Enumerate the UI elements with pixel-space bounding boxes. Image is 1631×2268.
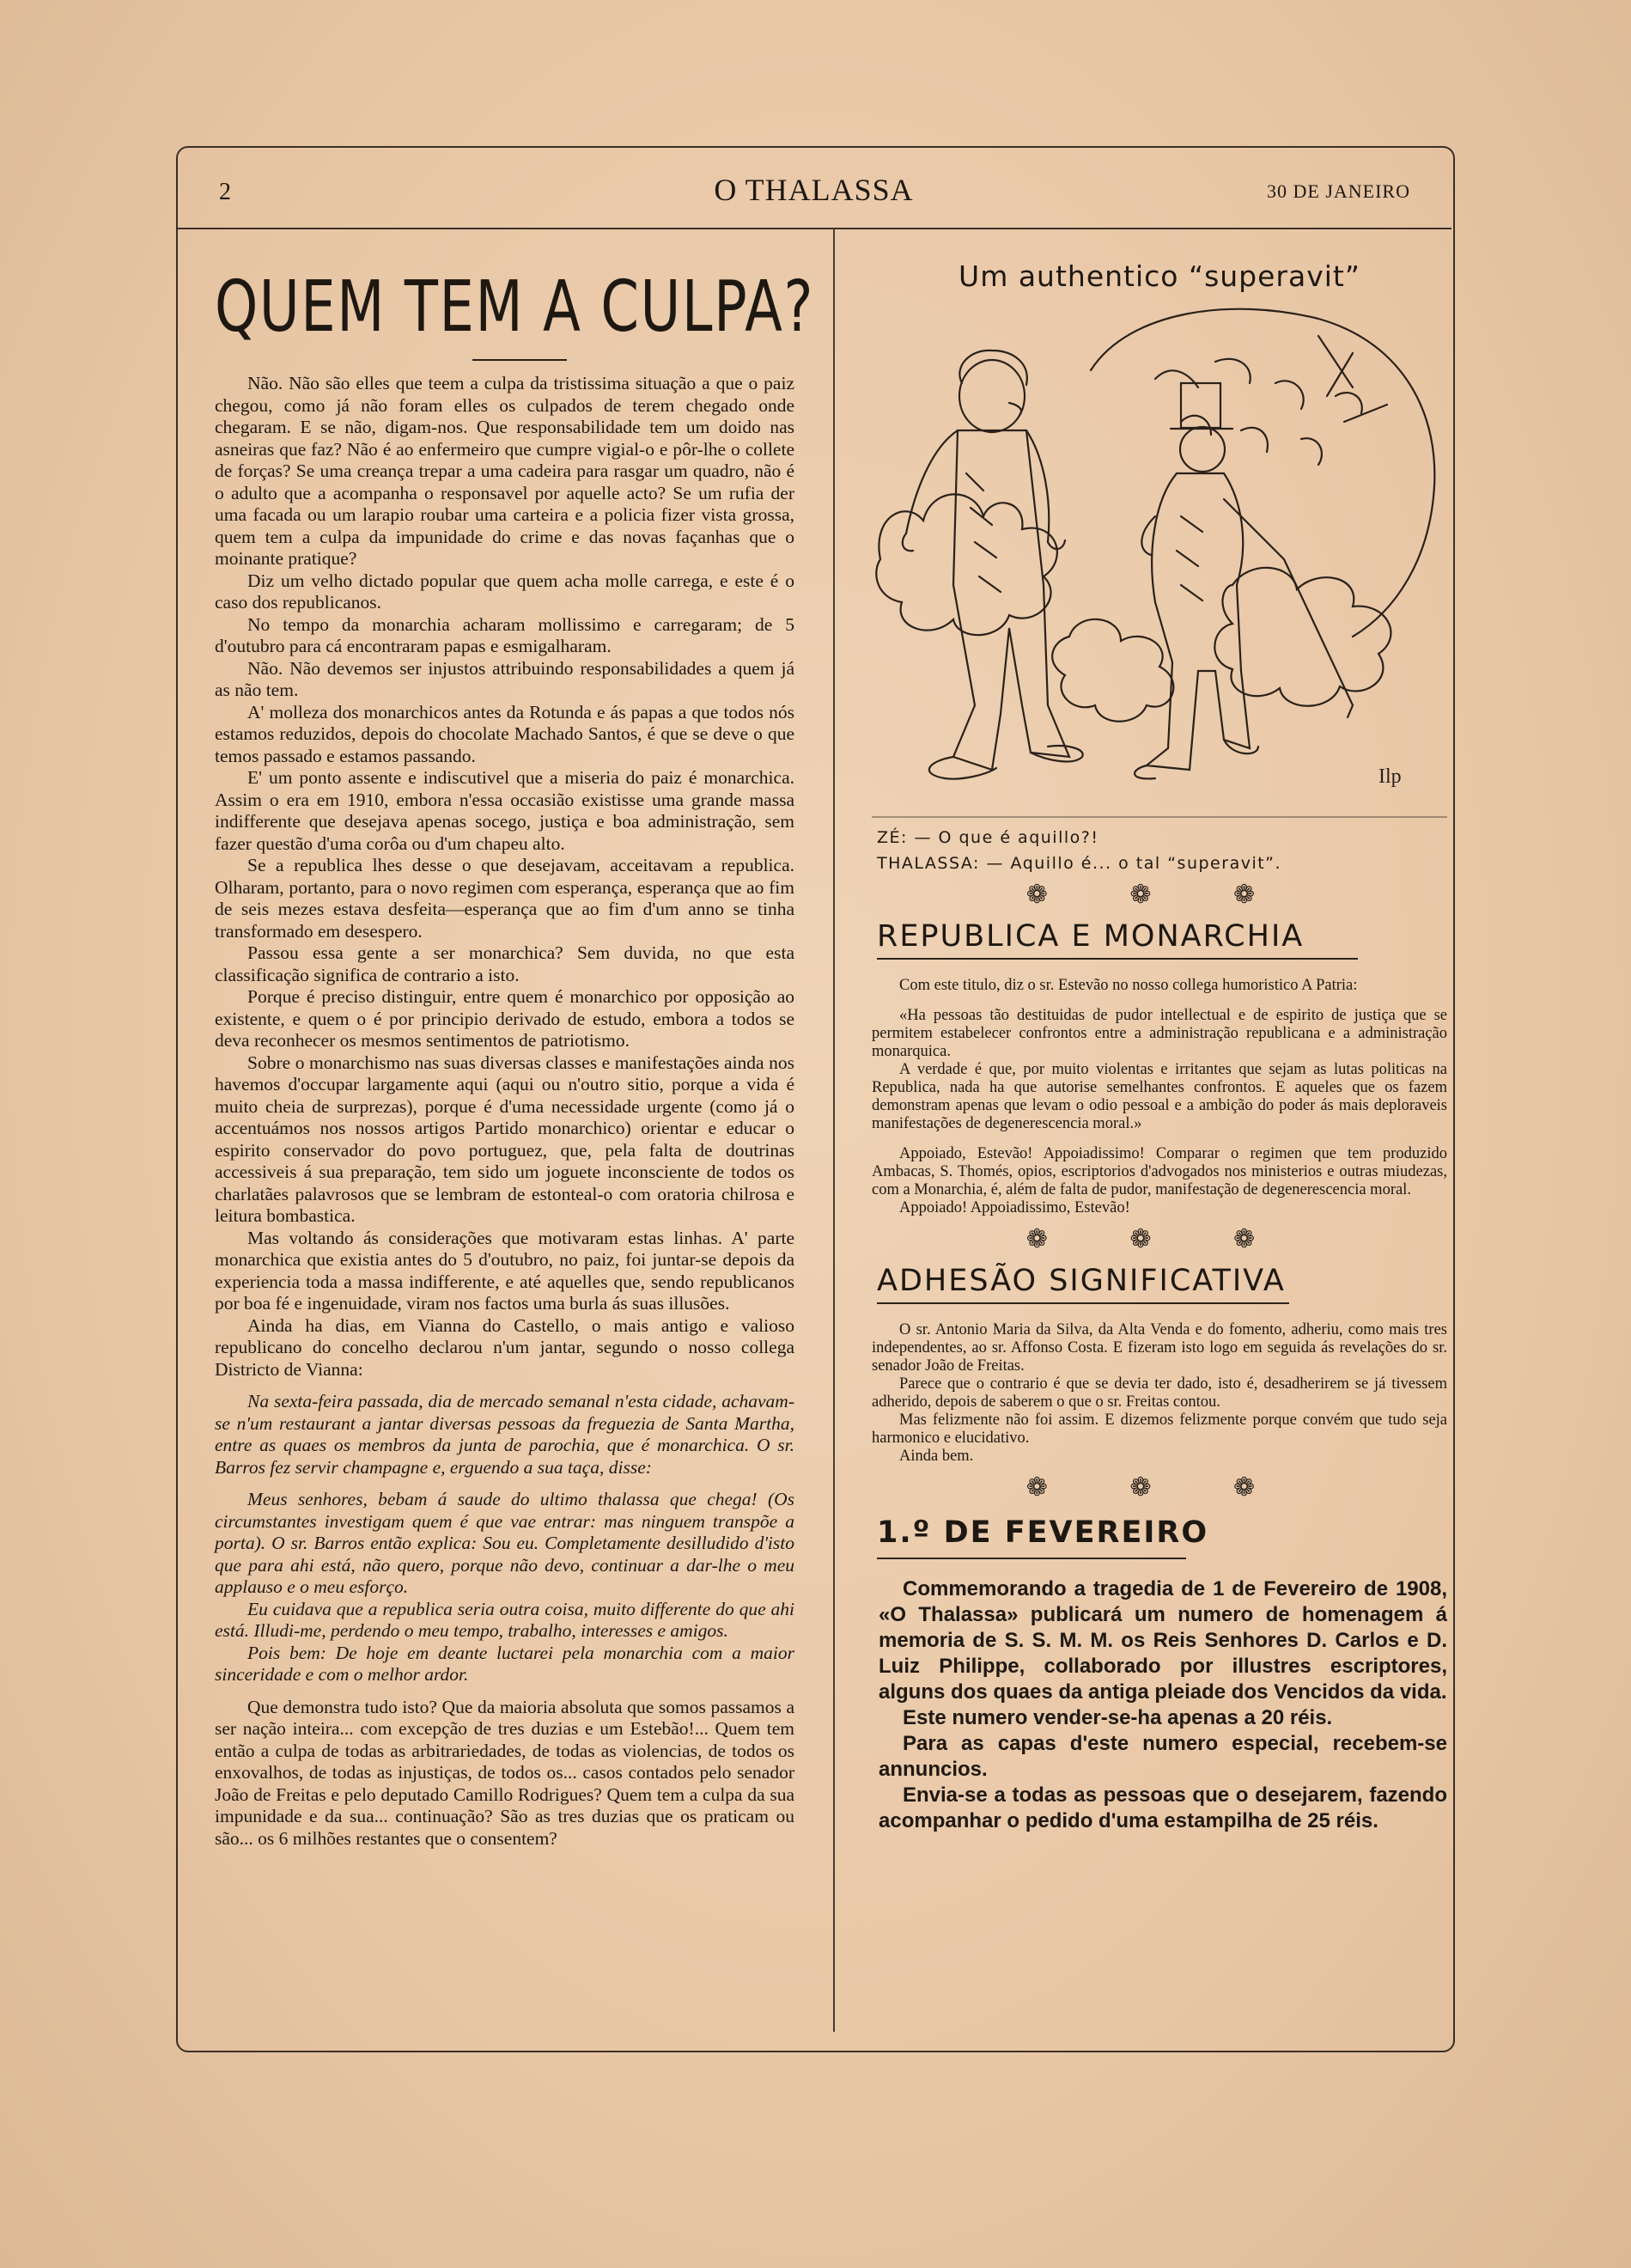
article-paragraph: Ainda ha dias, em Vianna do Castello, o mais antigo e valioso republicano do concelho declarou n'um jantar, segundo o nosso collega Districto de Vianna: [215,1314,794,1380]
section-paragraph: Mas felizmente não foi assim. E dizemos felizmente porque convém que tudo seja harmonico e elucidativo. [872,1411,1447,1447]
article-paragraph: Mas voltando ás considerações que motivaram estas linhas. A' parte monarchica que existia antes do 5 d'outubro, no paiz, foi juntar-se depois da experiencia toda a massa indifferente, e até aquelles que, sendo republicanos por boa fé e ingenuidade, viram nos factos uma burla ás suas illusões. [215,1227,794,1314]
section-heading-fevereiro: 1.º DE FEVEREIRO [877,1515,1209,1550]
ornament-divider: ❁ ❁ ❁ [1025,1473,1293,1502]
page-header [176,146,1451,229]
section-heading-adhesao: ADHESÃO SIGNIFICATIVA [877,1264,1286,1298]
fevereiro-notice [872,1576,1447,1834]
quoted-paragraph: Eu cuidava que a republica seria outra coisa, muito differente do que ahi está. Illudi-me, perdendo o meu tempo, trabalho, interesses e amigos. [215,1598,794,1641]
article-closing: Que demonstra tudo isto? Que da maioria absoluta que somos passamos a ser nação inteira... com excepção de tres duzias e um Estebão!... Quem tem então a culpa de todas as arbitrariedades, de todas as violencias, de todos os enxovalhos, de todas as injustiças, de todos os... casos contados pelo senador João de Freitas e pelo deputado Camillo Rodrigues? Quem tem a culpa da sua impunidade e da sua... continuação? São as tres duzias que os praticam ou são... os 6 milhões restantes que o consentem? [215,1696,794,1849]
column-divider [833,228,835,2032]
section-republica-body [872,977,1447,1217]
notice-paragraph: Para as capas d'este numero especial, recebem-se annuncios. [879,1732,1447,1781]
section-rule [877,958,1358,960]
section-paragraph: Appoiado, Estevão! Appoiadissimo! Comparar o regimen que tem produzido Ambacas, S. Thomés, opios, escriptorios d'advogados nos ministerios e outras miudezas, com a Monarchia, é, além de falta de pudor, manifestação de degenerescencia moral. [872,1145,1447,1198]
notice-paragraph: Este numero vender-se-ha apenas a 20 réis. [903,1706,1333,1729]
article-paragraph: E' um ponto assente e indiscutivel que a miseria do paiz é monarchica. Assim o era em 1910, embora n'essa occasião existisse uma grande massa indifferente que desejava apenas socego, justiça e boa administração, sem fazer questão d'uma corôa ou d'um chapeu alto. [215,767,794,854]
ornament-divider: ❁ ❁ ❁ [1025,881,1293,909]
cartoon-illustration [872,302,1447,821]
section-paragraph: Com este titulo, diz o sr. Estevão no nosso collega humoristico A Patria: [899,977,1358,994]
headline-rule [472,359,567,361]
article-paragraph: Não. Não devemos ser injustos attribuindo responsabilidades a quem já as não tem. [215,657,794,700]
section-quote: «Ha pessoas tão destituidas de pudor intellectual e de espirito de justiça que se permitem estabelecer confrontos entre a administração republicana e a administração monarquica. [872,1007,1447,1060]
quoted-paragraph: Meus senhores, bebam á saude do ultimo thalassa que chega! (Os circumstantes investigam quem é que vae entrar: mas ninguem transpõe a porta). O sr. Barros então explica: Sou eu. Completamente desilludido d'isto que para ahi está, não quero, porque não devo, continuar a dar-lhe o meu applauso e o meu esforço. [215,1489,794,1597]
article-paragraph: Porque é preciso distinguir, entre quem é monarchico por opposição ao existente, e quem o é por principio derivado de estudo, embora a todos se deva reconhecer os mesmos sentimentos de patriotismo. [215,986,794,1051]
article-paragraph: A' molleza dos monarchicos antes da Rotunda e ás papas a que todos nós estamos reduzidos, depois do chocolate Machado Santos, é que se deve o que temos passado e estamos passando. [215,701,794,766]
article-headline: QUEM TEM A CULPA? [215,266,814,348]
newspaper-title: O THALASSA [714,173,914,207]
article-paragraph: Não. Não são elles que teem a culpa da tristissima situação a que o paiz chegou, como já não foram elles os culpados de terem chegado onde chegaram. E se não, digam-nos. Que responsabilidade tem um doido nas asneiras que faz? Não é ao enfermeiro que cumpre vigial-o e pôr-lhe o collete de forças? Se uma creança trepar a uma cadeira para rasgar um quadro, não é o adulto que a acompanha o responsavel por aquelle acto? Se um rufia der uma facada ou um larapio roubar uma carteira e a policia fizer vista grossa, quem tem a culpa da impunidade do crime e das novas façanhas que o moinante pratique? [215,373,794,569]
section-adhesao-body [872,1321,1447,1466]
notice-paragraph: Envia-se a todas as pessoas que o desejarem, fazendo acompanhar o pedido d'uma estampilha de 25 réis. [879,1783,1447,1832]
article-paragraph: Se a republica lhes desse o que desejavam, acceitavam a republica. Olharam, portanto, para o novo regimen com esperança, esperança que ao fim de seis mezes estava desfeita—esperança que ao fim d'um anno se tinha transformado em desespero. [215,855,794,942]
article-paragraph: Sobre o monarchismo nas suas diversas classes e manifestações ainda nos havemos d'occupar largamente aqui (aqui ou n'outro sitio, porque a vida é muito cheia de surprezas), porque é d'uma necessidade urgente (como já o accentuámos nos nossos artigos Partido monarchico) orientar e educar o espirito conservador do povo portuguez, que, pela falta de doutrinas accessiveis á sua preparação, tem sido um joguete inconsciente de todos os charlatães palavrosos que se lembram de estonteal-o com oratoria chilrosa e leitura bombastica. [215,1052,794,1226]
lead-article [215,266,814,1850]
section-rule [877,1302,1289,1304]
section-rule [877,1558,1186,1559]
article-paragraph: No tempo da monarchia acharam mollissimo e carregaram; de 5 d'outubro para cá encontraram papas e esmigalharam. [215,613,794,656]
notice-paragraph: Commemorando a tragedia de 1 de Fevereiro de 1908, «O Thalassa» publicará um numero de homenagem á memoria de S. S. M. M. os Reis Senhores D. Carlos e D. Luiz Philippe, collaborado por illustres escriptores, alguns dos quaes da antiga pleiade dos Vencidos da vida. [879,1577,1447,1704]
right-column [872,258,1447,1834]
issue-date: 30 DE JANEIRO [1267,180,1410,202]
section-quote: A verdade é que, por muito violentas e irritantes que sejam as lutas politicas na Republica, nada ha que autorise semelhantes confrontos. E aqueles que os fazem demonstram apenas que levam o odio pessoal e a ambição do poder ás mais deploraveis manifestações de degenerescencia moral.» [872,1061,1447,1132]
section-paragraph: Ainda bem. [899,1448,974,1465]
section-heading-republica: REPUBLICA E MONARCHIA [877,919,1305,954]
section-paragraph: O sr. Antonio Maria da Silva, da Alta Venda e do fomento, adheriu, como mais tres independentes, ao sr. Affonso Costa. E fizeram isto logo em seguida ás revelações do sr. senador João de Freitas. [872,1321,1447,1375]
article-paragraph: Diz um velho dictado popular que quem acha molle carrega, e este é o caso dos republicanos. [215,570,794,613]
cartoon-title: Um authentico “superavit” [959,259,1360,293]
page-number: 2 [219,179,231,205]
cartoon-caption-2: THALASSA: — Aquillo é... o tal “superavit”. [877,854,1282,873]
artist-signature: Ilp [1378,765,1402,788]
section-paragraph: Appoiado! Appoiadissimo, Estevão! [899,1199,1130,1216]
article-body [215,373,794,1850]
ornament-divider: ❁ ❁ ❁ [1025,1225,1293,1253]
section-paragraph: Parece que o contrario é que se devia ter dado, isto é, desadherirem se já tivessem adherido, depois de saberem o que o sr. Freitas contou. [872,1375,1447,1411]
article-paragraph: Passou essa gente a ser monarchica? Sem duvida, no que esta classificação significa de contrario a isto. [215,942,794,985]
quoted-paragraph: Na sexta-feira passada, dia de mercado semanal n'esta cidade, achavam-se n'um restaurant a jantar diversas pessoas da freguezia de Santa Martha, entre as quaes os membros da junta de parochia, que é monarchica. O sr. Barros fez servir champagne e, erguendo a sua taça, disse: [215,1391,794,1478]
cartoon-caption-1: ZÉ: — O que é aquillo?! [877,828,1099,847]
quoted-paragraph: Pois bem: De hoje em deante luctarei pela monarchia com a maior sinceridade e com o melhor ardor. [215,1642,794,1685]
